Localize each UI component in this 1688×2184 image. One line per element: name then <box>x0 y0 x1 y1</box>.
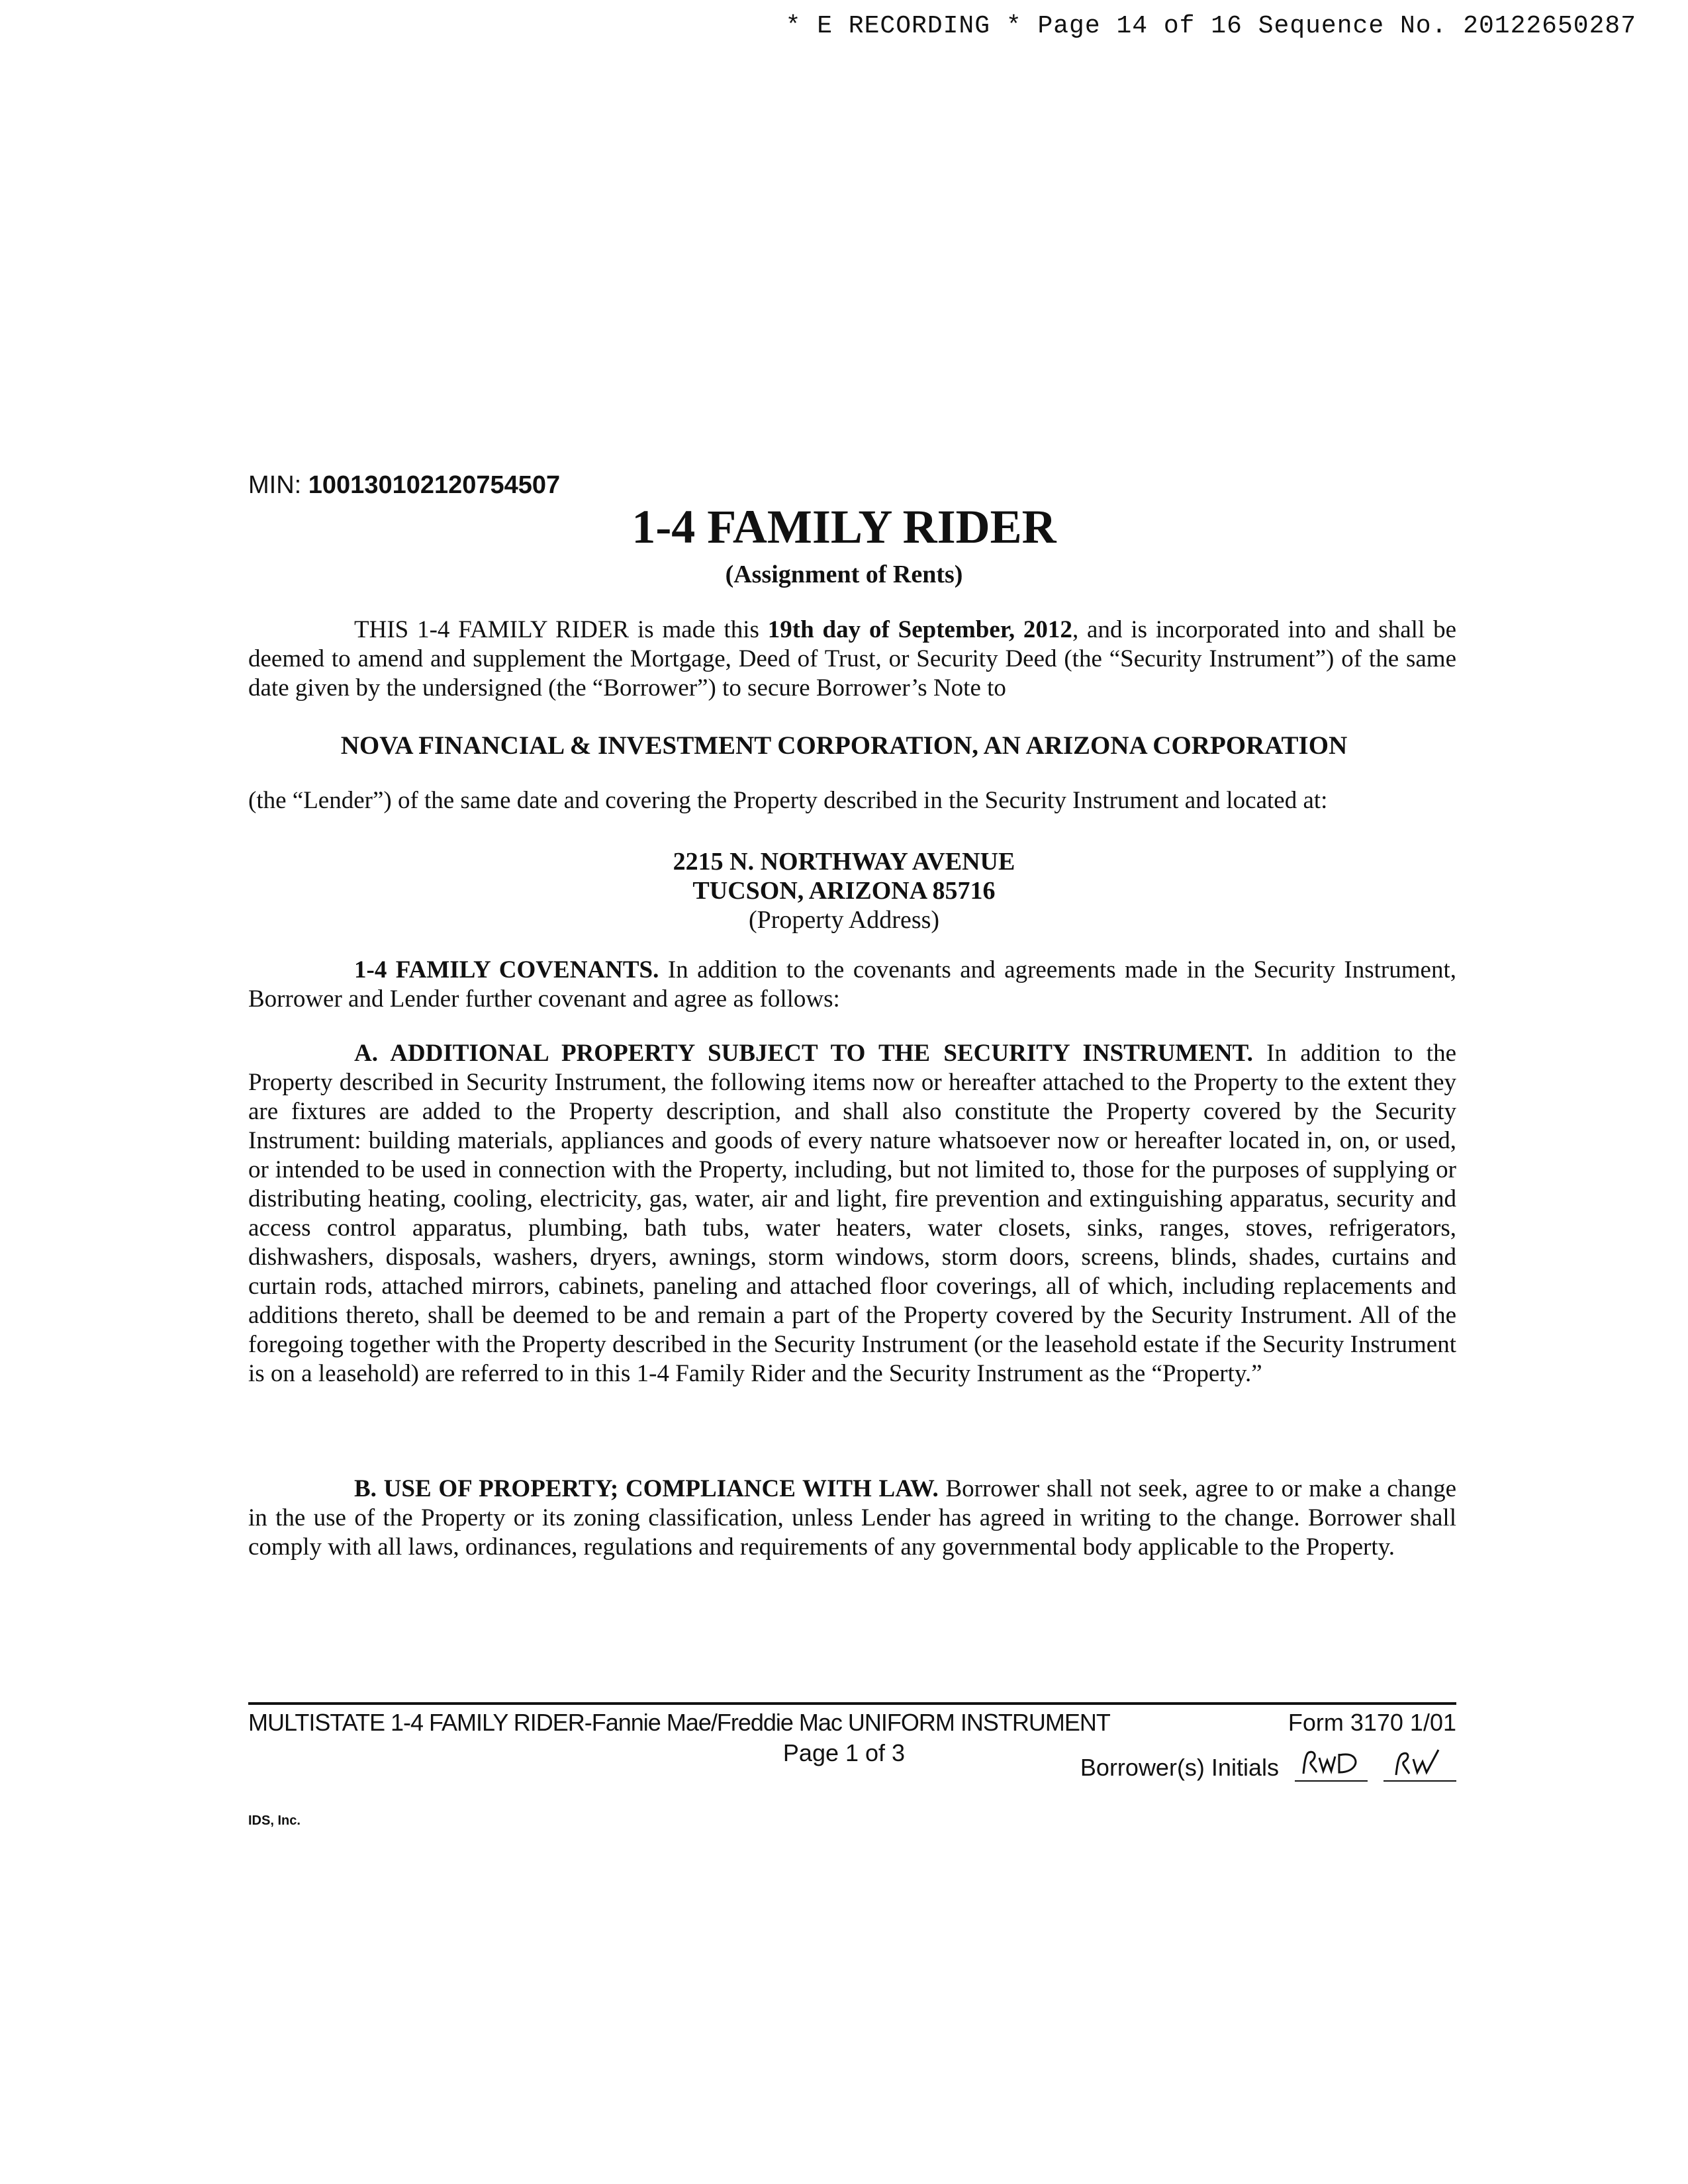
initials-signature-1 <box>1295 1747 1368 1782</box>
min-line <box>248 471 560 500</box>
section-a-paragraph <box>248 1039 1456 1388</box>
vendor-mark: IDS, Inc. <box>248 1813 301 1828</box>
intro-pre: THIS 1-4 FAMILY RIDER is made this <box>354 616 768 643</box>
covenants-heading: 1-4 FAMILY COVENANTS. <box>354 956 659 983</box>
section-a-heading: A. ADDITIONAL PROPERTY SUBJECT TO THE SECURITY INSTRUMENT. <box>354 1040 1253 1067</box>
section-b-heading: B. USE OF PROPERTY; COMPLIANCE WITH LAW. <box>354 1475 939 1502</box>
form-number: Form 3170 1/01 <box>1288 1709 1456 1736</box>
min-number: 100130102120754507 <box>308 471 561 499</box>
handwritten-initials-1 <box>1298 1747 1364 1779</box>
property-city-state-zip: TUCSON, ARIZONA 85716 <box>692 877 996 905</box>
initials-signature-2 <box>1383 1747 1456 1782</box>
document-subtitle: (Assignment of Rents) <box>725 561 963 588</box>
property-address-block <box>0 847 1688 934</box>
section-b-paragraph <box>248 1475 1456 1562</box>
intro-date: 19th day of September, 2012 <box>767 616 1072 643</box>
footer-rule <box>248 1702 1456 1705</box>
covenants-paragraph <box>248 956 1456 1014</box>
lender-name: NOVA FINANCIAL & INVESTMENT CORPORATION, AN ARIZONA CORPORATION <box>340 731 1348 760</box>
handwritten-initials-2 <box>1387 1747 1453 1779</box>
initials-label: Borrower(s) Initials <box>1080 1754 1279 1781</box>
recording-header: * E RECORDING * Page 14 of 16 Sequence No. 20122650287 <box>785 12 1636 40</box>
lender-line: (the “Lender”) of the same date and covering the Property described in the Security Instrument and located at: <box>248 787 1328 814</box>
document-title: 1-4 FAMILY RIDER <box>632 500 1056 553</box>
property-address-caption: (Property Address) <box>748 906 940 934</box>
initials-row <box>1080 1747 1456 1782</box>
intro-paragraph <box>248 615 1456 703</box>
section-a-text: In addition to the Property described in Security Instrument, the following items now or hereafter attached to the Property to the extent they are fixtures are added to the Property description, and shall also constitute the Property covered by the Security Instrument: building materials, appliances and goods of every nature whatsoever now or hereafter located in, on, or used, or intended to be used in connection with the Property, including, but not limited to, those for the purposes of supplying or distributing heating, cooling, electricity, gas, water, air and light, fire prevention and extinguishing apparatus, security and access control apparatus, plumbing, bath tubs, water heaters, water closets, sinks, ranges, stoves, refrigerators, dishwashers, disposals, washers, dryers, awnings, storm windows, storm doors, screens, blinds, shades, curtains and curtain rods, attached mirrors, cabinets, paneling and attached floor coverings, all of which, including replacements and additions thereto, shall be deemed to be and remain a part of the Property covered by the Security Instrument. All of the foregoing together with the Property described in the Security Instrument (or the leasehold estate if the Security Instrument is on a leasehold) are referred to in this 1-4 Family Rider and the Security Instrument as the “Property.” <box>248 1040 1456 1387</box>
property-street: 2215 N. NORTHWAY AVENUE <box>673 848 1015 876</box>
form-title: MULTISTATE 1-4 FAMILY RIDER-Fannie Mae/Freddie Mac UNIFORM INSTRUMENT <box>248 1709 1110 1736</box>
section-b-text: Borrower shall not seek, agree to or make a change in the use of the Property or its zoning classification, unless Lender has agreed in writing to the change. Borrower shall comply with all laws, ordinances, regulations and requirements of any governmental body applicable to the Property. <box>248 1475 1456 1561</box>
min-label: MIN: <box>248 471 302 499</box>
intro-post: , and is incorporated into and shall be deemed to amend and supplement the Mortgage, Deed of Trust, or Security Deed (the “Security Instrument”) of the same date given by the undersigned (the “Borrower”) to secure Borrower’s Note to <box>248 616 1457 702</box>
covenants-text: In addition to the covenants and agreements made in the Security Instrument, Borrower and Lender further covenant and agree as follows: <box>248 956 1456 1013</box>
page-number: Page 1 of 3 <box>782 1739 906 1766</box>
